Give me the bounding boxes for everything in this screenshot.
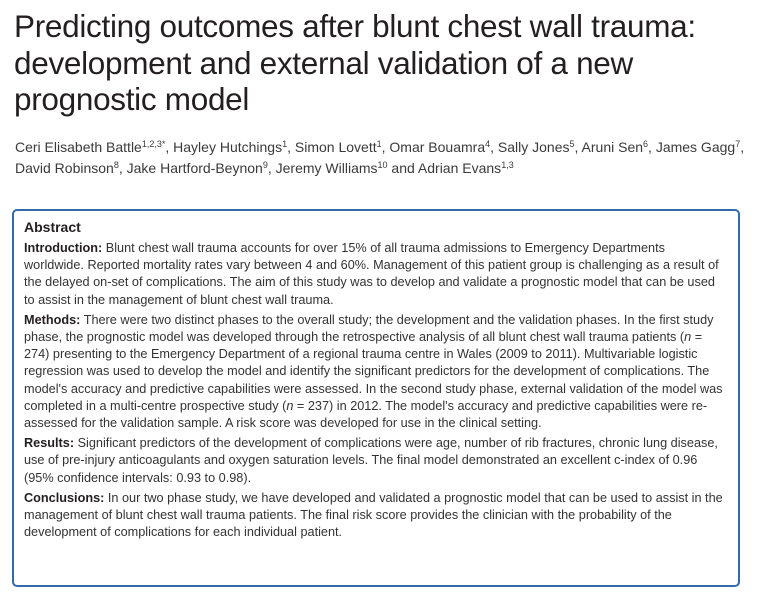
author-separator: ,	[267, 160, 276, 176]
methods-label: Methods:	[24, 312, 81, 327]
conclusions-text: In our two phase study, we have developed and validated a prognostic model that can be used to assist in the management of blunt chest wall trauma patients. The final risk score provides the clinician with the probability of the development of complications for each individual patient.	[24, 490, 723, 540]
paper-title: Predicting outcomes after blunt chest wall trauma: development and external validation of a new prognostic model	[14, 8, 696, 117]
author-affiliation: 9	[262, 160, 268, 170]
author-separator: ,	[118, 160, 127, 176]
author-name: Adrian Evans	[417, 160, 502, 176]
author-name: James Gagg	[655, 139, 736, 155]
introduction-label: Introduction:	[24, 241, 103, 255]
author-name: Ceri Elisabeth Battle	[15, 139, 142, 155]
author-list	[15, 137, 750, 179]
author-affiliation: 8	[113, 160, 119, 170]
abstract-conclusions	[24, 490, 728, 542]
author-name: Simon Lovett	[294, 139, 377, 155]
author-name: David Robinson	[15, 160, 114, 176]
author-name: Hayley Hutchings	[173, 139, 283, 155]
author-affiliation: 6	[643, 139, 649, 149]
author-affiliation: 7	[735, 139, 741, 149]
variable-n: n	[286, 398, 294, 413]
introduction-text: Blunt chest wall trauma accounts for over 15% of all trauma admissions to Emergency Departments worldwide. Reported mortality rates vary between 4 and 60%. Management of this patient group is challenging as a result of the delayed on-set of complications. The aim of this study was to develop and validate a prognostic model that can be used to assist in the management of blunt chest wall trauma.	[24, 241, 719, 307]
abstract-heading: Abstract	[24, 219, 81, 235]
author-name: Sally Jones	[497, 139, 570, 155]
abstract-introduction	[24, 240, 728, 309]
author-separator: ,	[287, 139, 295, 155]
author-name: Jake Hartford-Beynon	[126, 160, 263, 176]
results-label: Results:	[24, 436, 75, 451]
author-affiliation: 4	[485, 139, 491, 149]
abstract-methods	[24, 312, 728, 432]
methods-text: There were two distinct phases to the overall study; the development and the validation phases. In the first study phase, the prognostic model was developed through the retrospective analysis of all blunt chest wall trauma patients (n = 274) presenting to the Emergency Department of a regional trauma centre in Wales (2009 to 2011). Multivariable logistic regression was used to develop the model and identify the significant predictors for the development of complications. The model's accuracy and predictive capabilities were assessed. In the second study phase, external validation of the model was completed in a multi-centre prospective study (n = 237) in 2012. The model's accuracy and predictive capabilities were re-assessed for the validation sample. A risk score was developed for use in the clinical setting.	[24, 312, 723, 431]
abstract-results	[24, 435, 728, 487]
author-affiliation: 1,2,3*	[141, 139, 166, 149]
author-separator: ,	[165, 139, 174, 155]
author-name: Aruni Sen	[581, 139, 644, 155]
conclusions-label: Conclusions:	[24, 490, 105, 505]
author-separator: ,	[381, 139, 390, 155]
author-separator: ,	[648, 139, 656, 155]
author-separator: ,	[740, 139, 745, 155]
results-text: Significant predictors of the development of complications were age, number of rib fractures, chronic lung disease, use of pre-injury anticoagulants and oxygen saturation levels. The final model demonstrated an excellent c-index of 0.96 (95% confidence intervals: 0.93 to 0.98).	[24, 436, 718, 485]
author-separator: and	[387, 160, 418, 176]
variable-n: n	[684, 330, 692, 345]
author-affiliation: 1	[376, 139, 382, 149]
abstract-box	[12, 209, 740, 587]
author-affiliation: 1	[282, 139, 288, 149]
author-name: Jeremy Williams	[275, 160, 378, 176]
author-name: Omar Bouamra	[389, 139, 486, 155]
author-separator: ,	[490, 139, 498, 155]
author-separator: ,	[574, 139, 582, 155]
author-affiliation: 1,3	[501, 160, 514, 170]
author-affiliation: 10	[377, 160, 388, 170]
author-affiliation: 5	[569, 139, 575, 149]
